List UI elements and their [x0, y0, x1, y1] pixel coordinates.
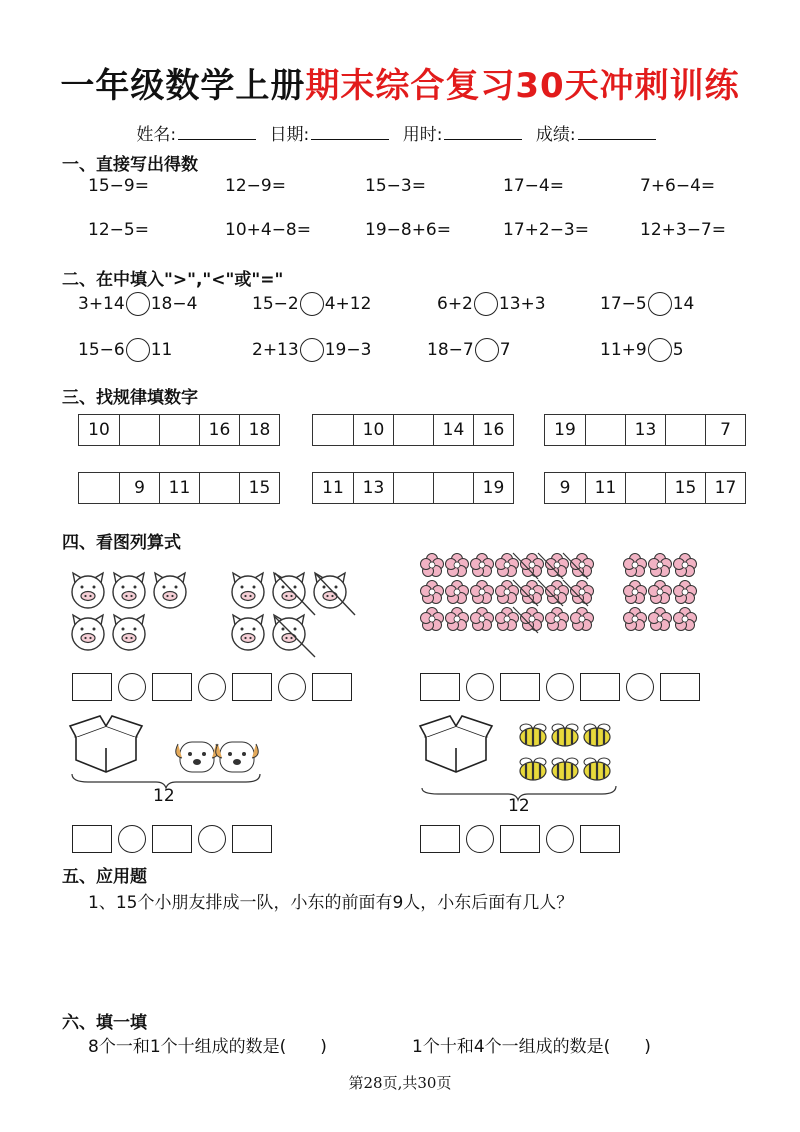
pigs-illustration: [65, 565, 365, 665]
flower-icon: [624, 608, 647, 631]
compare-circle[interactable]: [126, 338, 150, 362]
dog-icon: [216, 742, 259, 772]
s1-problem: 17+2−3=: [503, 220, 589, 240]
flower-icon: [496, 608, 519, 631]
sequence-cell: 15: [239, 473, 279, 503]
sequence-blank-cell[interactable]: [313, 415, 353, 445]
time-label: 用时:: [402, 125, 443, 145]
sequence-blank-cell[interactable]: [585, 415, 625, 445]
fill-question: 1个十和4个一组成的数是( ): [412, 1037, 651, 1057]
title-part-black: 一年级数学上册: [60, 66, 306, 106]
sequence-cell: 10: [88, 420, 110, 440]
answer-box[interactable]: [152, 673, 192, 701]
bee-icon: [584, 758, 610, 780]
fill-question: 8个一和1个十组成的数是( ): [88, 1037, 327, 1057]
box-icon: [420, 716, 492, 772]
section5-heading: 五、应用题: [62, 867, 147, 887]
sequence-blank-cell[interactable]: [433, 473, 473, 503]
flower-icon: [649, 608, 672, 631]
compare-item: 15−6 11: [78, 340, 173, 360]
operator-circle[interactable]: [546, 673, 574, 701]
answer-box[interactable]: [72, 673, 112, 701]
sequence-cell: 18: [239, 415, 279, 445]
answer-box[interactable]: [580, 673, 620, 701]
s1-problem: 15−9=: [88, 176, 149, 196]
section2-heading: 二、在中填入">","<"或"=": [62, 270, 284, 290]
answer-box[interactable]: [500, 673, 540, 701]
box-bees-illustration: [418, 712, 628, 802]
pig-icon: [113, 573, 145, 608]
number-sequence: [544, 414, 746, 446]
title-part-red: 期末综合复习30天冲刺训练: [305, 66, 740, 106]
bee-icon: [520, 724, 546, 746]
answer-box[interactable]: [420, 825, 460, 853]
sequence-cell: 13: [353, 473, 393, 503]
bee-icon: [552, 724, 578, 746]
sequence-cell: 19: [473, 473, 513, 503]
s1-problem: 12−5=: [88, 220, 149, 240]
number-sequence: [312, 414, 514, 446]
sequence-blank-cell[interactable]: [625, 473, 665, 503]
sequence-cell: 13: [625, 415, 665, 445]
flower-icon: [674, 554, 697, 577]
word-problem: 1、15个小朋友排成一队，小东的前面有9人，小东后面有几人？: [88, 893, 574, 913]
s1-problem: 10+4−8=: [225, 220, 311, 240]
section1-heading: 一、直接写出得数: [62, 155, 198, 175]
flower-icon: [421, 554, 444, 577]
sequence-blank-cell[interactable]: [393, 473, 433, 503]
flower-icon: [649, 554, 672, 577]
flower-icon: [471, 608, 494, 631]
flower-icon: [496, 554, 519, 577]
box-icon: [70, 716, 142, 772]
answer-box[interactable]: [152, 825, 192, 853]
sequence-cell: 11: [159, 473, 199, 503]
date-label: 日期:: [269, 125, 310, 145]
equation-row: [420, 825, 620, 853]
operator-circle[interactable]: [466, 825, 494, 853]
s1-problem: 17−4=: [503, 176, 564, 196]
sequence-blank-cell[interactable]: [159, 415, 199, 445]
flower-icon: [421, 608, 444, 631]
compare-item: 15−2 4+12: [252, 294, 372, 314]
sequence-blank-cell[interactable]: [199, 473, 239, 503]
flower-icon: [546, 608, 569, 631]
s1-problem: 15−3=: [365, 176, 426, 196]
page-footer: 第28页,共30页: [348, 1074, 452, 1092]
sequence-blank-cell[interactable]: [393, 415, 433, 445]
answer-box[interactable]: [312, 673, 352, 701]
answer-box[interactable]: [580, 825, 620, 853]
s1-problem: 19−8+6=: [365, 220, 451, 240]
sequence-cell: 16: [473, 415, 513, 445]
section6-heading: 六、填一填: [62, 1013, 147, 1033]
bee-icon: [584, 724, 610, 746]
operator-circle[interactable]: [118, 825, 146, 853]
operator-circle[interactable]: [278, 673, 306, 701]
sequence-cell: 15: [665, 473, 705, 503]
flower-icon: [571, 608, 594, 631]
compare-item: 17−5 14: [600, 294, 695, 314]
pig-icon: [72, 615, 104, 650]
flower-icon: [496, 581, 519, 604]
number-sequence: [78, 472, 280, 504]
answer-box[interactable]: [660, 673, 700, 701]
compare-item: 2+13 19−3: [252, 340, 372, 360]
score-blank[interactable]: [578, 125, 656, 140]
sequence-cell: 17: [705, 473, 745, 503]
number-sequence: [78, 414, 280, 446]
pig-icon: [154, 573, 186, 608]
answer-box[interactable]: [72, 825, 112, 853]
pig-icon: [314, 573, 346, 608]
date-blank[interactable]: [311, 125, 389, 140]
operator-circle[interactable]: [198, 825, 226, 853]
number-sequence: [544, 472, 746, 504]
brace-label: 12: [508, 796, 530, 816]
operator-circle[interactable]: [466, 673, 494, 701]
flower-icon: [624, 581, 647, 604]
operator-circle[interactable]: [546, 825, 574, 853]
s1-problem: 7+6−4=: [640, 176, 716, 196]
sequence-cell: 7: [705, 415, 745, 445]
compare-circle[interactable]: [300, 338, 324, 362]
equation-row: [72, 825, 272, 853]
number-sequence: [312, 472, 514, 504]
sequence-blank-cell[interactable]: [119, 415, 159, 445]
compare-circle[interactable]: [648, 338, 672, 362]
flower-icon: [649, 581, 672, 604]
sequence-cell: 9: [119, 473, 159, 503]
compare-item: 3+14 18−4: [78, 294, 198, 314]
flower-icon: [674, 608, 697, 631]
pig-icon: [72, 573, 104, 608]
answer-box[interactable]: [420, 673, 460, 701]
s1-problem: 12+3−7=: [640, 220, 726, 240]
info-line: [0, 120, 800, 145]
name-blank[interactable]: [178, 125, 256, 140]
time-blank[interactable]: [444, 125, 522, 140]
pig-icon: [113, 615, 145, 650]
pig-icon: [232, 573, 264, 608]
pig-icon: [232, 615, 264, 650]
page-title: [0, 58, 800, 107]
answer-box[interactable]: [232, 673, 272, 701]
flower-icon: [624, 554, 647, 577]
flowers-illustration: [418, 550, 718, 650]
operator-circle[interactable]: [198, 673, 226, 701]
compare-circle[interactable]: [126, 292, 150, 316]
section3-heading: 三、找规律填数字: [62, 388, 198, 408]
flower-icon: [471, 554, 494, 577]
sequence-cell: 9: [559, 478, 571, 498]
sequence-cell: 16: [199, 415, 239, 445]
compare-circle[interactable]: [648, 292, 672, 316]
flower-icon: [674, 581, 697, 604]
pig-icon: [273, 573, 305, 608]
flower-icon: [446, 608, 469, 631]
equation-row: [72, 673, 352, 701]
compare-item: 6+2 13+3: [437, 294, 546, 314]
sequence-cell: 11: [585, 473, 625, 503]
brace-label: 12: [153, 786, 175, 806]
s1-problem: 12−9=: [225, 176, 286, 196]
flower-icon: [446, 554, 469, 577]
flower-icon: [421, 581, 444, 604]
sequence-cell: 10: [353, 415, 393, 445]
sequence-blank-cell[interactable]: [665, 415, 705, 445]
answer-box[interactable]: [232, 825, 272, 853]
sequence-blank-cell[interactable]: [79, 473, 119, 503]
dog-icon: [176, 742, 219, 772]
score-label: 成绩:: [535, 125, 576, 145]
operator-circle[interactable]: [118, 673, 146, 701]
flower-icon: [446, 581, 469, 604]
bee-icon: [520, 758, 546, 780]
section4-heading: 四、看图列算式: [62, 533, 181, 553]
answer-box[interactable]: [500, 825, 540, 853]
bee-icon: [552, 758, 578, 780]
compare-item: 11+9 5: [600, 340, 684, 360]
compare-circle[interactable]: [475, 338, 499, 362]
flower-icon: [471, 581, 494, 604]
sequence-cell: 14: [433, 415, 473, 445]
sequence-cell: 11: [322, 478, 344, 498]
compare-circle[interactable]: [300, 292, 324, 316]
sequence-cell: 19: [554, 420, 576, 440]
operator-circle[interactable]: [626, 673, 654, 701]
name-label: 姓名:: [136, 125, 177, 145]
equation-row: [420, 673, 700, 701]
compare-circle[interactable]: [474, 292, 498, 316]
compare-item: 18−7 7: [427, 340, 511, 360]
